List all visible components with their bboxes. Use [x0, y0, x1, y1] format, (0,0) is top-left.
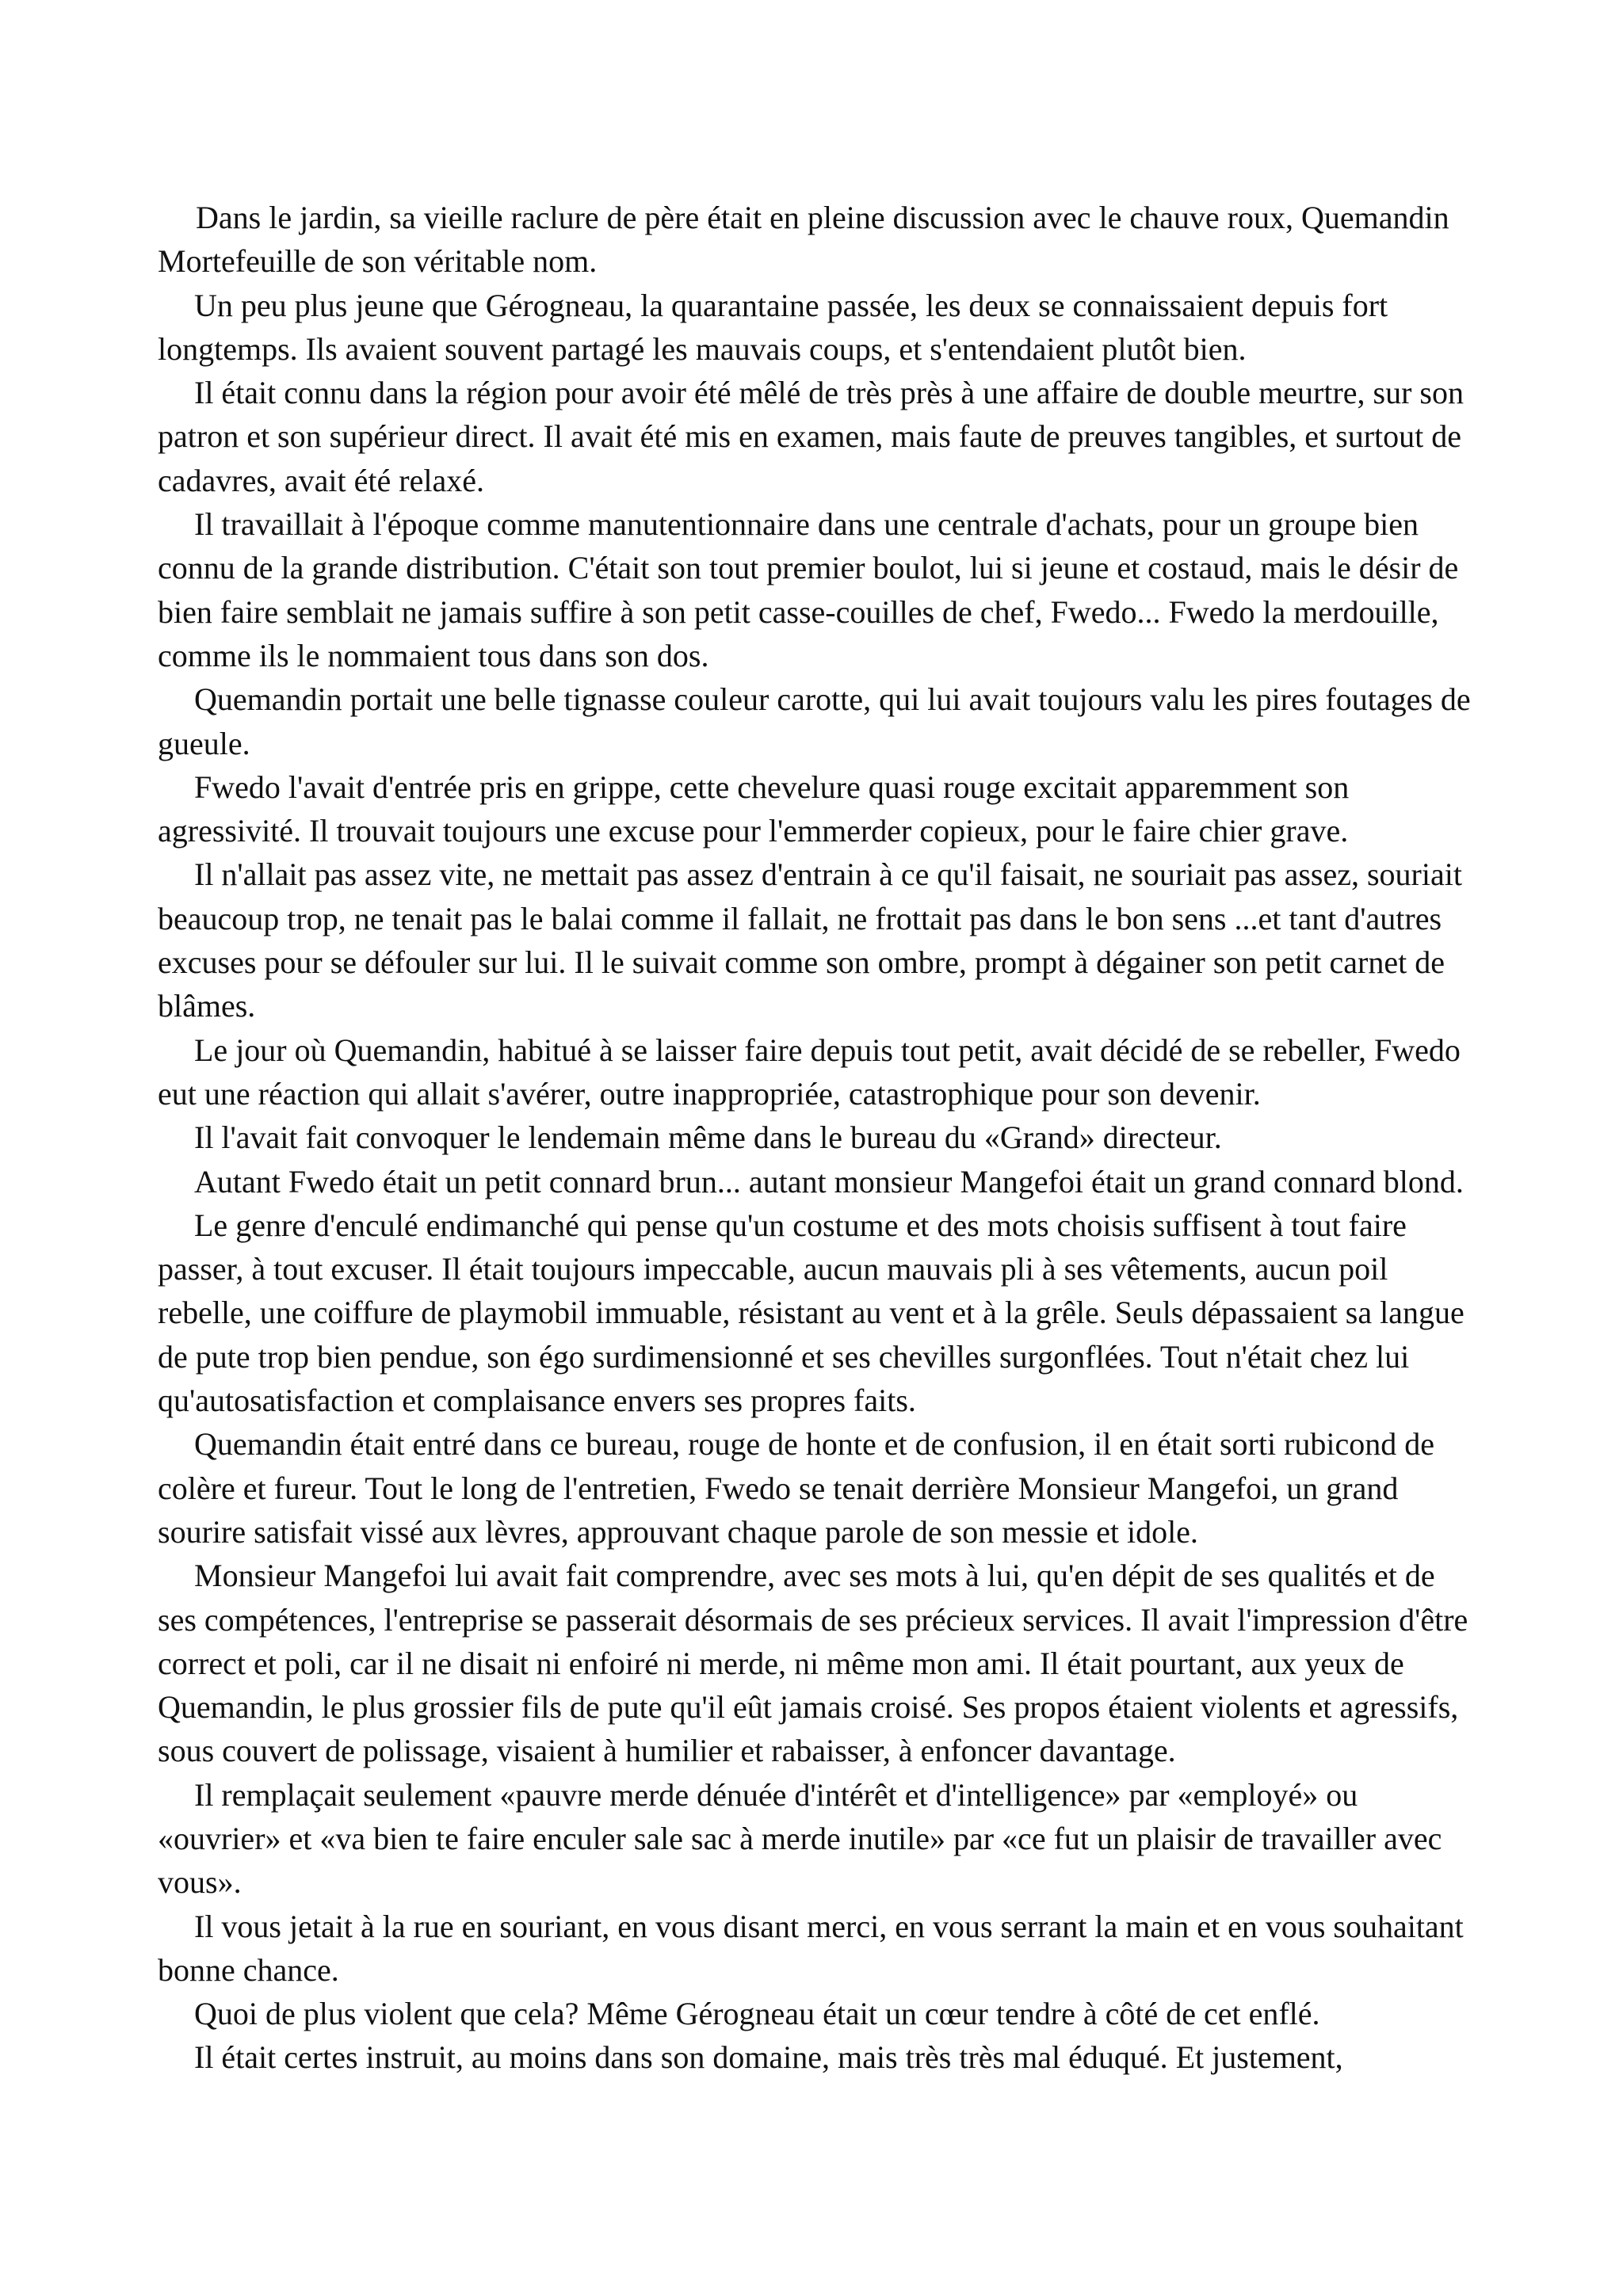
paragraph-11: Le genre d'enculé endimanché qui pense qu'un costume et des mots choisis suffisent à tout faire passer, à tout excuser. Il était toujours impeccable, aucun mauvais pli à ses vêtements, aucun poil rebelle, une coiffure de playmobil immuable, résistant au vent et à la grêle. Seuls dépassaient sa langue de pute trop bien pendue, son égo surdimensionné et ses chevilles surgonflées. Tout n'était chez lui qu'autosatisfaction et complaisance envers ses propres faits. — [158, 1207, 1465, 1419]
paragraph-6: Fwedo l'avait d'entrée pris en grippe, cette chevelure quasi rouge excitait apparemment son agressivité. Il trouvait toujours une excuse pour l'emmerder copieux, pour le faire chier grave. — [158, 769, 1350, 849]
paragraph-9: Il l'avait fait convoquer le lendemain même dans le bureau du «Grand» directeur. — [194, 1119, 1222, 1156]
paragraph-3: Il était connu dans la région pour avoir été mêlé de très près à une affaire de double meurtre, sur son patron et son supérieur direct. Il avait été mis en examen, mais faute de preuves tangibles, et surtout de cadavres, avait été relaxé. — [158, 375, 1464, 498]
paragraph-8: Le jour où Quemandin, habitué à se laisser faire depuis tout petit, avait décidé de se rebeller, Fwedo eut une réaction qui allait s'avérer, outre inappropriée, catastrophique pour son devenir. — [158, 1032, 1461, 1112]
paragraph-16: Quoi de plus violent que cela? Même Gérogneau était un cœur tendre à côté de cet enflé. — [194, 1996, 1320, 2032]
paragraph-2: Un peu plus jeune que Gérogneau, la quarantaine passée, les deux se connaissaient depuis fort longtemps. Ils avaient souvent partagé les mauvais coups, et s'entendaient plutôt bien. — [158, 287, 1388, 367]
paragraph-4: Il travaillait à l'époque comme manutentionnaire dans une centrale d'achats, pour un groupe bien connu de la grande distribution. C'était son tout premier boulot, lui si jeune et costaud, mais le désir de bien faire semblait ne jamais suffire à son petit casse-couilles de chef, Fwedo... Fwedo la merdouille, comme ils le nommaient tous dans son dos. — [158, 506, 1459, 673]
paragraph-15: Il vous jetait à la rue en souriant, en vous disant merci, en vous serrant la main et en vous souhaitant bonne chance. — [158, 1908, 1464, 1988]
paragraph-12: Quemandin était entré dans ce bureau, rouge de honte et de confusion, il en était sorti rubicond de colère et fureur. Tout le long de l'entretien, Fwedo se tenait derrière Monsieur Mangefoi, un grand sourire satisfait vissé aux lèvres, approuvant chaque parole de son messie et idole. — [158, 1426, 1435, 1550]
paragraph-1: Dans le jardin, sa vieille raclure de père était en pleine discussion avec le chauve roux, Quemandin Mortefeuille de son véritable nom. — [158, 200, 1449, 280]
paragraph-17: Il était certes instruit, au moins dans son domaine, mais très très mal éduqué. Et justement, — [194, 2039, 1343, 2076]
paragraph-5: Quemandin portait une belle tignasse couleur carotte, qui lui avait toujours valu les pires foutages de gueule. — [158, 681, 1471, 761]
paragraph-14: Il remplaçait seulement «pauvre merde dénuée d'intérêt et d'intelligence» par «employé» ou «ouvrier» et «va bien te faire enculer sale sac à merde inutile» par «ce fut un plaisir de travailler avec vous». — [158, 1776, 1442, 1901]
paragraph-13: Monsieur Mangefoi lui avait fait comprendre, avec ses mots à lui, qu'en dépit de ses qualités et de ses compétences, l'entreprise se passerait désormais de ses précieux services. Il avait l'impression d'être correct et poli, car il ne disait ni enfoiré ni merde, ni même mon ami. Il était pourtant, aux yeux de Quemandin, le plus grossier fils de pute qu'il eût jamais croisé. Ses propos étaient violents et agressifs, sous couvert de polissage, visaient à humilier et rabaisser, à enfoncer davantage. — [158, 1558, 1468, 1769]
paragraph-10: Autant Fwedo était un petit connard brun... autant monsieur Mangefoi était un grand connard blond. — [194, 1163, 1464, 1199]
body-text — [158, 196, 1481, 2080]
paragraph-7: Il n'allait pas assez vite, ne mettait pas assez d'entrain à ce qu'il faisait, ne souriait pas assez, souriait beaucoup trop, ne tenait pas le balai comme il fallait, ne frottait pas dans le bon sens ...et tant d'autres excuses pour se défouler sur lui. Il le suivait comme son ombre, prompt à dégainer son petit carnet de blâmes. — [158, 856, 1462, 1024]
